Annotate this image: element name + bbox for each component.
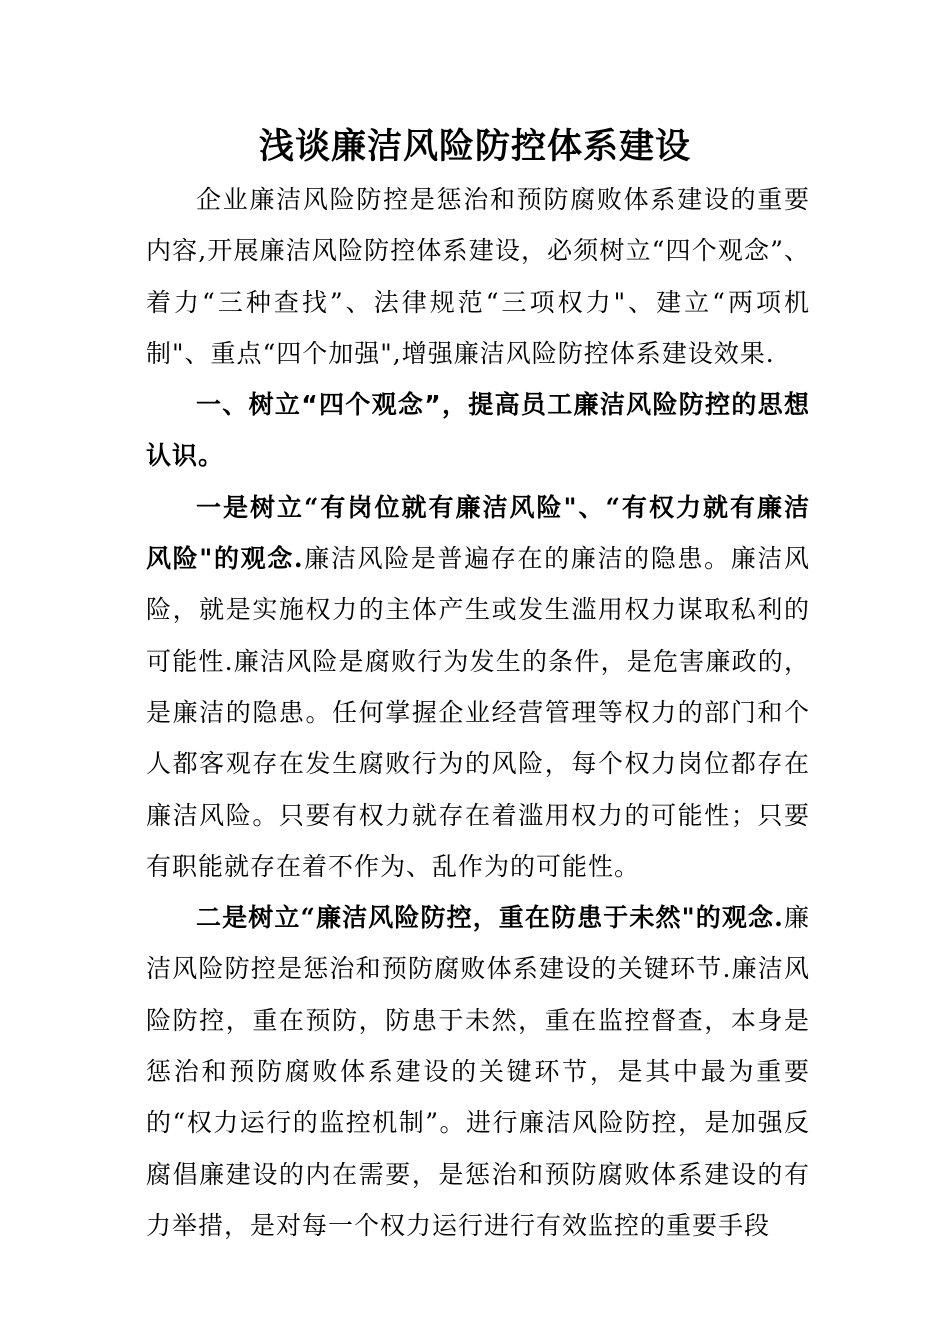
point-two-text: 廉洁风险防控是惩治和预防腐败体系建设的关键环节.廉洁风险防控，重在预防，防患于未然，重在监控督查，本身是惩治和预防腐败体系建设的关键环节，是其中最为重要的“权力运行的监控机制”。进行廉洁风险防控，是加强反腐倡廉建设的内在需要，是惩治和预防腐败体系建设的有力举措，是对每一个权力运行进行有效监控的重要手段: [146, 903, 810, 1240]
document-body: [146, 174, 810, 1251]
point-two-paragraph: [146, 892, 810, 1251]
point-one-paragraph: [146, 482, 810, 892]
point-two-lead: 二是树立“廉洁风险防控，重在防患于未然"的观念.: [196, 903, 784, 933]
point-one-text: 廉洁风险是普遍存在的廉洁的隐患。廉洁风险，就是实施权力的主体产生或发生滥用权力谋取私利的可能性.廉洁风险是腐败行为发生的条件，是危害廉政的，是廉洁的隐患。任何掌握企业经营管理等权力的部门和个人都客观存在发生腐败行为的风险，每个权力岗位都存在廉洁风险。只要有权力就存在着滥用权力的可能性；只要有职能就存在着不作为、乱作为的可能性。: [146, 544, 810, 881]
point-one-lead: 一是树立“有岗位就有廉洁风险"、“有权力就有廉洁风险"的观念.: [146, 492, 810, 574]
section-heading: 一、树立“四个观念”，提高员工廉洁风险防控的思想认识。: [146, 390, 810, 471]
document-title: 浅谈廉洁风险防控体系建设: [258, 127, 691, 167]
intro-paragraph: 企业廉洁风险防控是惩治和预防腐败体系建设的重要内容,开展廉洁风险防控体系建设，必须树立“四个观念”、着力“三种查找”、法律规范“三项权力"、建立“两项机制"、重点“四个加强",增强廉洁风险防控体系建设效果.: [146, 185, 810, 368]
